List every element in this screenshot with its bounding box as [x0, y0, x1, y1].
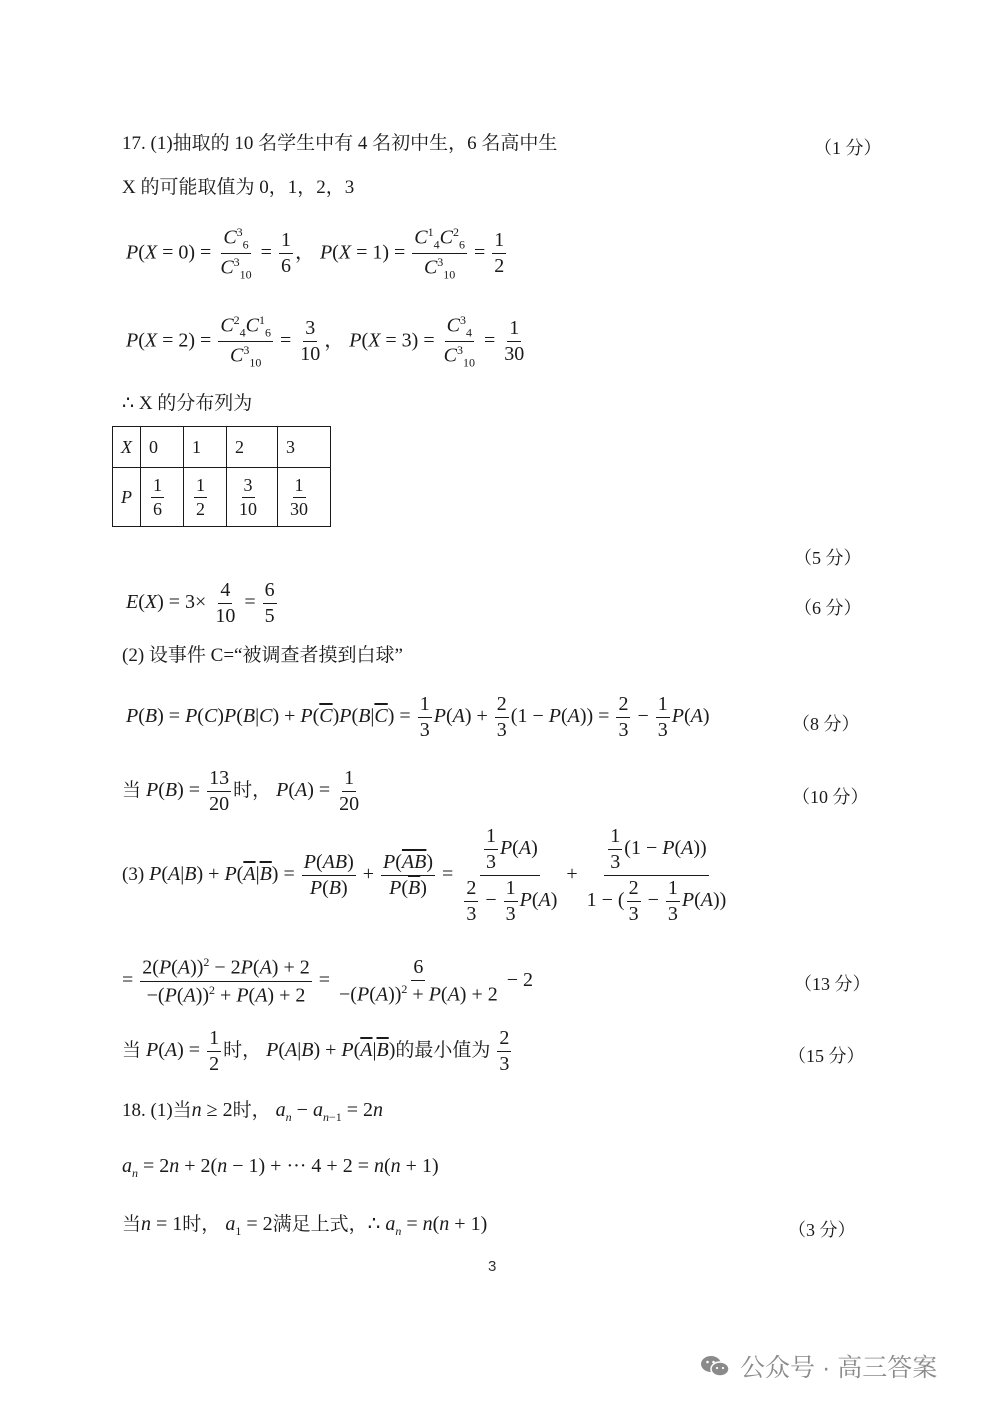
table-cell: $\frac{1}{2}$ [184, 468, 227, 527]
points-1: （1 分） [814, 138, 882, 158]
points-8: （8 分） [792, 714, 860, 734]
simplified-expression: = $\frac{2(P(A))^2 - 2P(A) + 2}{-(P(A))^2 + P(A) + 2}$ = $\frac{6}{-(P(A))^2 + P(A) + 2}$ − 2 [122, 955, 534, 1007]
watermark-text: 公众号 · 高三答案 [740, 1354, 938, 1382]
table-cell: $\frac{1}{6}$ [141, 468, 184, 527]
points-10: （10 分） [792, 787, 869, 807]
watermark [700, 1348, 937, 1384]
x-possible-values: X 的可能取值为 0，1，2，3 [122, 177, 355, 198]
table-cell: 2 [227, 427, 278, 468]
expectation-formula: E(X) = 3× $\frac{4}{10}$ = $\frac{6}{5}$ [126, 579, 275, 627]
points-5: （5 分） [794, 548, 862, 568]
table-cell: 0 [141, 427, 184, 468]
q18-base-case: 当n = 1时， $a_1 = 2$满足上式，∴ $a_n = n(n + 1)$ [122, 1213, 488, 1238]
when-pb-value: 当 P(B) = $\frac{13}{20}$ 时， P(A) = $\frac{1}{20}$ [122, 767, 360, 815]
q18-sum-formula: $a_n = 2n + 2(n - 1)$ + ··· 4 + 2 = n(n + 1) [122, 1155, 439, 1180]
table-header-x: X [113, 427, 141, 468]
prob-x2-x3: P(X = 2) = $\frac{C^2_4C^1_6}{C^3_{10}}$ = $\frac{3}{10}$ ， P(X = 3) = $\frac{C^3_4}{C^3_{10}}$ = $\frac{1}{30}$ [126, 313, 525, 370]
q17-part1-intro: 17. (1)抽取的 10 名学生中有 4 名初中生，6 名高中生 [122, 133, 558, 154]
table-cell: 3 [278, 427, 331, 468]
q17-part2-intro: (2) 设事件 C=“被调查者摸到白球” [122, 645, 403, 666]
distribution-table [112, 426, 331, 527]
points-3: （3 分） [788, 1220, 856, 1240]
points-6: （6 分） [794, 598, 862, 618]
minimum-value-line: 当 P(A) = $\frac{1}{2}$ 时， $P(A|B) + P(\overline{A}|\overline{B})$的最小值为 $\frac{2}{3}$ [122, 1027, 510, 1075]
q18-part1-recurrence: 18. (1)当n ≥ 2时， $a_n - a_{n-1} = 2n$ [122, 1099, 383, 1124]
table-cell: $\frac{3}{10}$ [227, 468, 278, 527]
part3-conditional-sum: (3) $P(A|B) + P(\overline{A}|\overline{B})$ = $\frac{P(AB)}{P(B)}$ + $\frac{P(\overline{AB})}{P(\overline{B})}$ = $\frac{1}{3}$ P(A) $\frac{2}{3}$ − $\frac{1}{3}$ P(A) + $\frac{1}{3}$ (1 − P(A)) 1 − ( $\frac{2}{3}$ − $\frac{1}{3}$ P(A)) [122, 825, 727, 925]
pb-total-probability: $P(B) = P(C)P(B|C) + P(\overline{C})P(B|\overline{C})$ = $\frac{1}{3}$ P(A) + $\frac{2}{3}$ (1 − P(A)) = $\frac{2}{3}$ − $\frac{1}{3}$ P(A) [126, 693, 710, 741]
prob-x0-x1: P(X = 0) = $\frac{C^3_6}{C^3_{10}}$ = $\frac{1}{6}$ ， P(X = 1) = $\frac{C^1_4C^2_6}{C^3_{10}}$ = $\frac{1}{2}$ [126, 225, 505, 282]
table-cell: 1 [184, 427, 227, 468]
page-number: 3 [488, 1258, 497, 1275]
table-cell: $\frac{1}{30}$ [278, 468, 331, 527]
wechat-icon [700, 1354, 730, 1378]
distribution-heading: ∴ X 的分布列为 [122, 393, 253, 414]
table-header-p: P [113, 468, 141, 527]
points-15: （15 分） [788, 1046, 865, 1066]
points-13: （13 分） [794, 974, 871, 994]
